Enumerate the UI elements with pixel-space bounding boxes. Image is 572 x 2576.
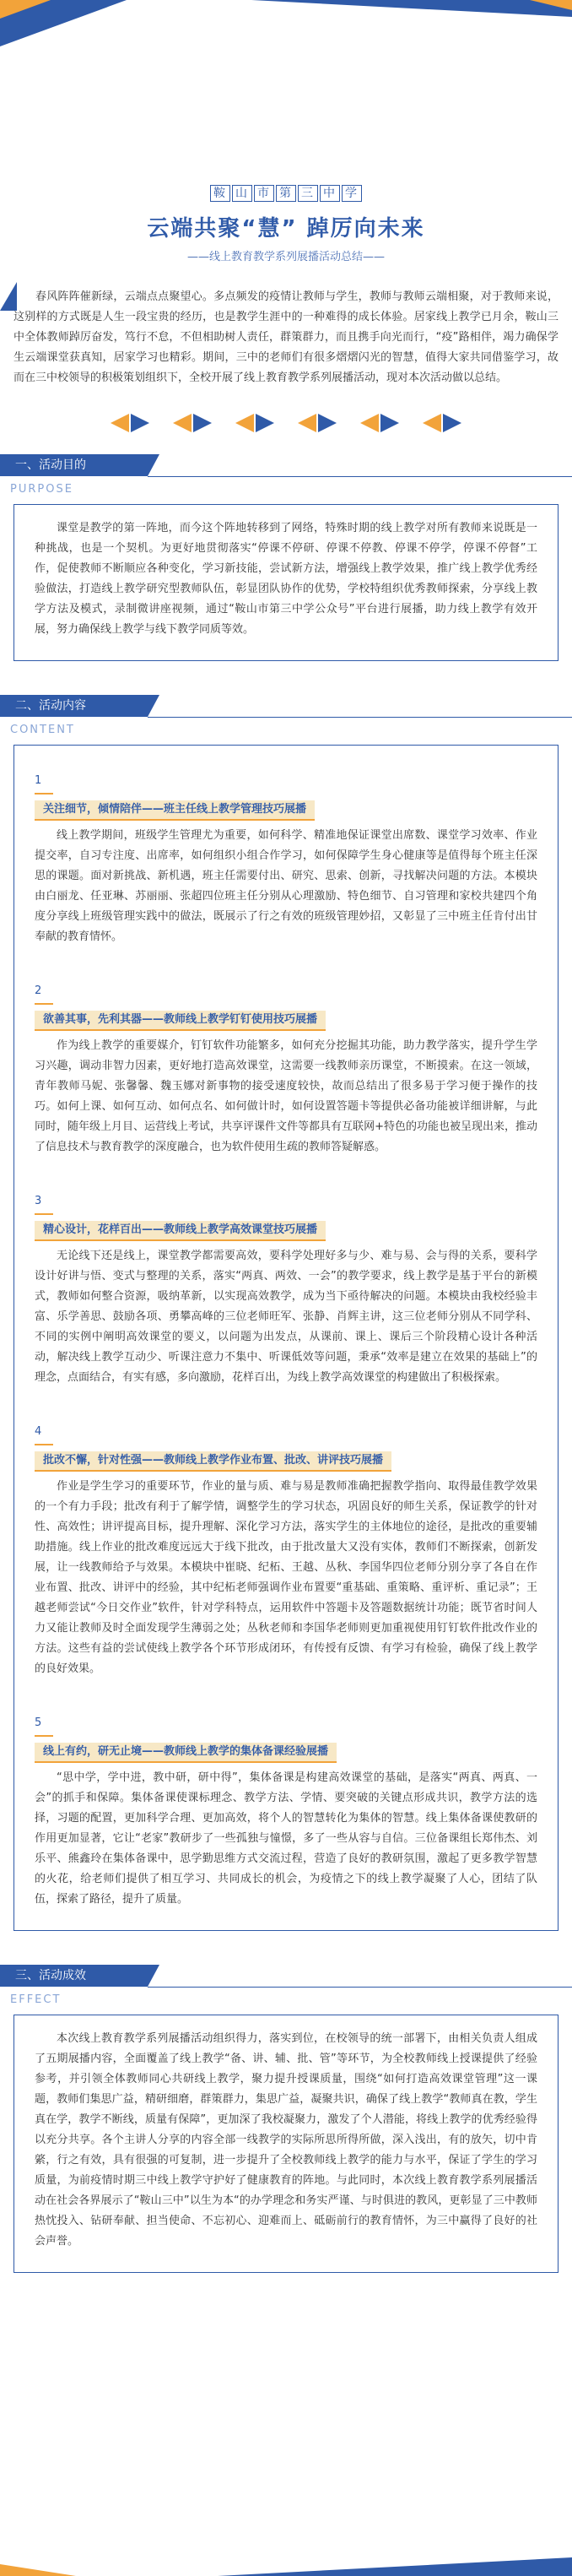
school-char: 三 [298, 185, 318, 202]
item-heading: 线上有约，研无止境——教师线上教学的集体备课经验展播 [35, 1743, 337, 1763]
item-text: 无论线下还是线上，课堂教学都需要高效，要科学处理好多与少、难与易、会与得的关系，要科学设计好讲与悟、变式与整理的关系，落实“两真、两效、一会”的教学要求，线上教学是基于平台的新模式，教师如何整合资源，吸纳革新，以实现高效教学，成为当下亟待解决的问题。本模块由我校经验丰富、乐学善思、鼓励各项、勇攀高峰的三位老师旺军、张静、肖辉主讲，这三位老师分别从不同学科、不同的实例中阐明高效课堂的要义，以问题为出发点，从课前、课上、课后三个阶段精心设计各种活动，解决线上教学互动少、听课注意力不集中、听课低效等问题，秉承“效率是建立在效果的基础上”的理念，点面结合，有实有感，多向激励，花样百出，为线上教学高效课堂的构建做出了积极探索。 [35, 1250, 537, 1384]
item-number: 3 [35, 1191, 537, 1215]
item-heading: 关注细节，倾情陪伴——班主任线上教学管理技巧展播 [35, 800, 315, 821]
item-heading: 欲善其事，先利其器——教师线上教学钉钉使用技巧展播 [35, 1011, 326, 1031]
item-number: 5 [35, 1713, 537, 1737]
top-stripe-decoration [251, 0, 572, 17]
item-number: 1 [35, 771, 537, 794]
school-name [0, 184, 572, 201]
top-stripe-accent [530, 0, 572, 10]
school-char: 第 [276, 185, 296, 202]
school-char: 中 [320, 185, 340, 202]
section-purpose-header [0, 449, 572, 481]
content-item [35, 1422, 537, 1679]
item-text: 作业是学生学习的重要环节，作业的量与质、难与易是教师准确把握教学指向、取得最佳教学效果的一个有力手段；批改有利于了解学情，调整学生的学习状态，巩固良好的师生关系，保证教学的针对性、高效性；讲评提高目标，提升理解、深化学习方法，落实学生的主体地位的途径，是批改的重要辅助措施。线上作业的批改难度远远大于线下批改，由于批改量大又没有实体，教师们不断探索，创新发展，让一线教师给予与效果。本模块中崔晓、纪柘、王越、丛秋、李国华四位老师分别分享了各自在作业布置、批改、讲评中的经验，其中纪柘老师强调作业布置要“重基础、重策略、重评析、重记录”；王越老师尝试“今日交作业”软件，针对学科特点，运用软件中答题卡及答题数据统计功能；既节省时间人力又能让教师及时全面发现学生薄弱之处；丛秋老师和李国华老师则更加重视使用钉钉软件批改作业的方法。这些有益的尝试使线上教学各个环节形成闭环，有传授有反馈、有学习有检验，确保了线上教学的良好效果。 [35, 1480, 537, 1675]
content-item [35, 1713, 537, 1910]
page-subtitle: ——线上教育教学系列展播活动总结—— [186, 251, 385, 263]
intro-text: 春风阵阵催新绿，云端点点聚望心。多点频发的疫情让教师与学生，教师与教师云端相聚，对于教师来说，这别样的方式既是人生一段宝贵的经历，也是教学生涯中的一种难得的成长体验。居家线上教学已月余，鞍山三中全体教师踔厉奋发，笃行不怠，不但相助树人责任，群策群力，而且携手向光而行，“疫”路相伴，竭力确保学生云端课堂获真知，居家学习也精彩。期间，三中的老师们有很多熠熠闪光的智慧，值得大家共同借鉴学习，故而在三中校领导的积极策划组织下，全校开展了线上教育教学系列展播活动，现对本次活动做以总结。 [13, 290, 559, 384]
content-item [35, 771, 537, 947]
intro-decoration [0, 282, 17, 311]
section-title: 二、活动内容 [0, 695, 148, 717]
section-content-header [0, 690, 572, 722]
section-effect-header [0, 1960, 572, 1992]
bottom-stripe-decoration [218, 2557, 572, 2576]
school-char: 山 [232, 185, 252, 202]
item-text: 作为线上教学的重要媒介，钉钉软件功能繁多，如何充分挖掘其功能，助力教学落实，提升学生学习兴趣，调动非智力因素，更好地打造高效课堂，这需要一线教师亲历课堂，不断摸索。在这一领域，青年教师马妮、张馨馨、魏玉娜对新事物的接受速度较快，故而总结出了很多易于学习便于操作的技巧。如何上课、如何互动、如何点名、如何做计时，如何设置答题卡等提供必备功能被详细讲解，与此同时，随年级上月目、运营线上考试，共享评课件文件等都具有互联网+特色的功能也被呈现出来，推动了信息技术与教育教学的深度融合，也为软件使用生疏的教师答疑解惑。 [35, 1039, 537, 1153]
item-heading: 批改不懈，针对性强——教师线上教学作业布置、批改、讲评技巧展播 [35, 1451, 391, 1472]
intro-paragraph [13, 287, 559, 388]
section-title: 一、活动目的 [0, 454, 148, 476]
corner-decoration-accent [0, 0, 51, 19]
item-number: 4 [35, 1422, 537, 1445]
section-en-label: CONTENT [10, 724, 75, 736]
content-item [35, 981, 537, 1158]
item-text: 线上教学期间，班级学生管理尤为重要，如何科学、精准地保证课堂出席数、课堂学习效率、作业提交率，自习专注度、出席率，如何组织小组合作学习，如何保障学生身心健康等是值得每个班主任深思的课题。面对新挑战、新机遇，班主任需要付出、研究、思索、创新，寻找解决问题的方法。本模块由白丽龙、任亚琳、苏丽丽、张超四位班主任分别从心理激励、特色细节、自习管理和家校共建四个角度分享线上班级管理实践中的做法，既展示了行之有效的班级管理妙招，又彰显了三中班主任肯付出甘奉献的教育情怀。 [35, 829, 537, 943]
item-number: 2 [35, 981, 537, 1005]
triangle-divider [0, 414, 572, 432]
section-title: 三、活动成效 [0, 1965, 148, 1987]
school-char: 鞍 [210, 185, 230, 202]
section-content-box [13, 745, 559, 1931]
section-purpose-box [13, 504, 559, 661]
school-char: 学 [342, 185, 362, 202]
section-effect-box [13, 2015, 559, 2273]
bottom-stripe-accent [0, 2564, 76, 2576]
section-en-label: PURPOSE [10, 483, 73, 496]
page-title: 云端共聚“慧” 踔厉向未来 [147, 216, 425, 241]
content-item [35, 1191, 537, 1388]
section-effect-text: 本次线上教育教学系列展播活动组织得力，落实到位，在校领导的统一部署下，由相关负责人组成了五期展播内容，全面覆盖了线上教学“备、讲、辅、批、管”等环节，为全校教师线上授课提供了经验参考，并引领全体教师同心共研线上教学，聚力提升授课质量，围绕“如何打造高效课堂管理”这一课题，教师们集思广益，精研细磨，群策群力，集思广益，凝聚共识，确保了线上教学“教师真在教，学生真在学，教学不断线，质量有保障”，更加深了我校凝聚力，激发了个人潜能，将线上教学的优秀经验得以充分共享。各个主讲人分享的内容全部一线教学的实际所思所得所做，深入浅出，有的放矢，切中肯綮，行之有效，具有很强的可复制，进一步提升了全校教师线上教学的能力与水平，保证了学生的学习质量，为前疫情时期三中线上教学守护好了健康教育的阵地。与此同时，本次线上教育教学系列展播活动在社会各界展示了“鞍山三中”以生为本“的办学理念和务实严谨、与时俱进的教风，更彰显了三中教师热忱投入、钻研奉献、担当使命、不忘初心、迎难而上、砥砺前行的教育情怀，为三中赢得了良好的社会声誉。 [35, 2032, 537, 2248]
item-heading: 精心设计，花样百出——教师线上教学高效课堂技巧展播 [35, 1221, 326, 1241]
item-text: “思中学，学中进，教中研，研中得”，集体备课是构建高效课堂的基础，是落实“两真、两真、一会”的抓手和保障。集体备课使课标理念、教学方法、学情、要突破的关键点形成共识，教学方法的选择，习题的配置，更加科学合理、更加高效，将个人的智慧转化为集体的智慧。线上集体备课使教研的作用更加显著，它让“老家”教研步了一些孤独与憧憬，多了一些从容与自信。三位备课组长郑伟杰、刘乐平、熊鑫玲在集体备课中，思学勤思维方式交流过程，营造了良好的教研氛围，激起了更多教学智慧的火花，给老师们提供了相互学习、共同成长的机会，为疫情之下的线上教学凝聚了人心，团结了队伍，探索了路径，提升了质量。 [35, 1771, 537, 1906]
section-purpose-text: 课堂是教学的第一阵地，而今这个阵地转移到了网络，特殊时期的线上教学对所有教师来说既是一种挑战，也是一个契机。为更好地贯彻落实“停课不停研、停课不停教、停课不停学，停课不停督”工作，促使教师不断顺应各种变化，学习新技能，尝试新方法，增强线上教学效果，推广线上教学优秀经验做法，打造线上教学研究型教师队伍，彰显团队协作的优势，学校特组织优秀教师探索，分享线上教学方法及模式，录制微讲座视频，通过“鞍山市第三中学公众号”平台进行展播，助力线上教学有效开展，努力确保线上教学与线下教学同质等效。 [35, 522, 537, 636]
school-char: 市 [254, 185, 274, 202]
section-en-label: EFFECT [10, 1993, 62, 2006]
header [0, 0, 572, 263]
